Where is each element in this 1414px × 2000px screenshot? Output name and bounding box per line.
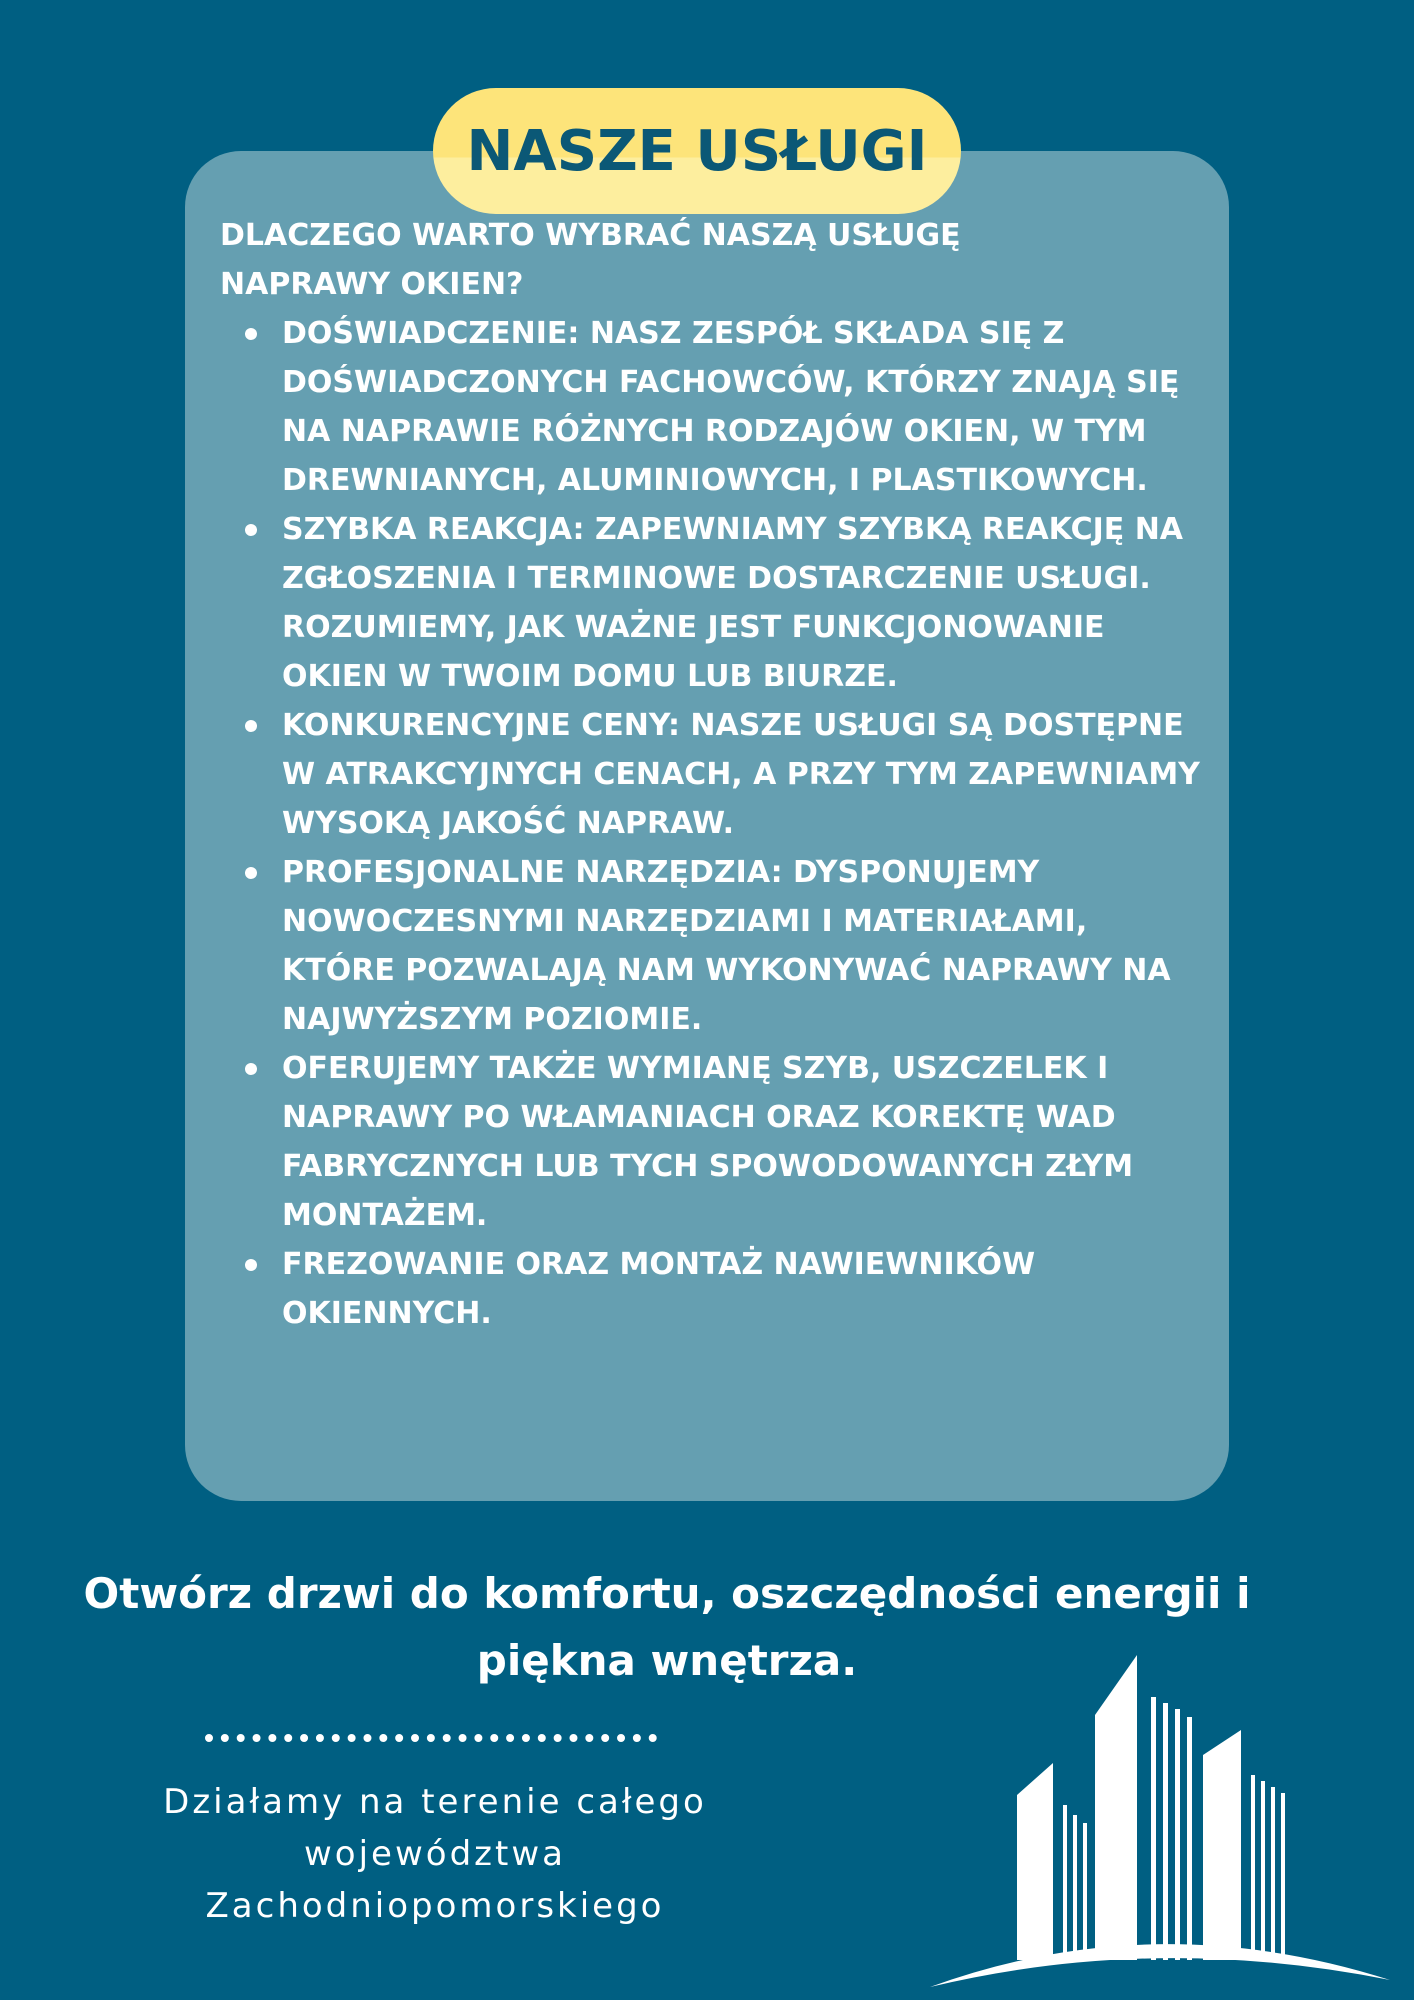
city-skyline-icon xyxy=(925,1655,1395,1987)
reasons-list xyxy=(220,309,1210,1338)
bullet-dot-icon xyxy=(245,720,257,732)
list-item xyxy=(220,848,1210,1044)
list-item xyxy=(220,505,1210,701)
page-title: NASZE USŁUGI xyxy=(466,118,928,184)
dotted-divider xyxy=(205,1734,657,1742)
list-item xyxy=(220,701,1210,848)
reason-text: PROFESJONALNE NARZĘDZIA: DYSPONUJEMY NOWOCZESNYMI NARZĘDZIAMI I MATERIAŁAMI, KTÓRE POZWALAJĄ NAM WYKONYWAĆ NAPRAWY NA NAJWYŻSZYM POZIOMIE. xyxy=(282,855,1171,1037)
bullet-dot-icon xyxy=(245,1063,257,1075)
bullet-dot-icon xyxy=(245,1259,257,1271)
services-content xyxy=(220,211,1210,1338)
bullet-dot-icon xyxy=(245,867,257,879)
list-item xyxy=(220,1044,1210,1240)
title-badge xyxy=(433,88,961,214)
reason-text: KONKURENCYJNE CENY: NASZE USŁUGI SĄ DOSTĘPNE W ATRAKCYJNYCH CENACH, A PRZY TYM ZAPEWNIAMY WYSOKĄ JAKOŚĆ NAPRAW. xyxy=(282,708,1200,841)
bullet-dot-icon xyxy=(245,328,257,340)
list-item xyxy=(220,309,1210,505)
list-item xyxy=(220,1240,1210,1338)
reason-text: SZYBKA REAKCJA: ZAPEWNIAMY SZYBKĄ REAKCJĘ NA ZGŁOSZENIA I TERMINOWE DOSTARCZENIE USŁUGI. ROZUMIEMY, JAK WAŻNE JEST FUNKCJONOWANIE OKIEN W TWOIM DOMU LUB BIURZE. xyxy=(282,512,1184,694)
tagline: Otwórz drzwi do komfortu, oszczędności energii i piękna wnętrza. xyxy=(83,1569,1251,1685)
reason-text: OFERUJEMY TAKŻE WYMIANĘ SZYB, USZCZELEK I NAPRAWY PO WŁAMANIACH ORAZ KOREKTĘ WAD FABRYCZNYCH LUB TYCH SPOWODOWANYCH ZŁYM MONTAŻEM. xyxy=(282,1051,1134,1233)
services-question: DLACZEGO WARTO WYBRAĆ NASZĄ USŁUGĘ NAPRAWY OKIEN? xyxy=(220,218,961,302)
bullet-dot-icon xyxy=(245,524,257,536)
reason-text: FREZOWANIE ORAZ MONTAŻ NAWIEWNIKÓW OKIENNYCH. xyxy=(282,1247,1036,1331)
reason-text: DOŚWIADCZENIE: NASZ ZESPÓŁ SKŁADA SIĘ Z DOŚWIADCZONYCH FACHOWCÓW, KTÓRZY ZNAJĄ SIĘ NA NAPRAWIE RÓŻNYCH RODZAJÓW OKIEN, W TYM DREWNIANYCH, ALUMINIOWYCH, I PLASTIKOWYCH. xyxy=(282,316,1180,498)
coverage-area-text: Działamy na terenie całego województwa Zachodniopomorskiego xyxy=(163,1782,707,1926)
